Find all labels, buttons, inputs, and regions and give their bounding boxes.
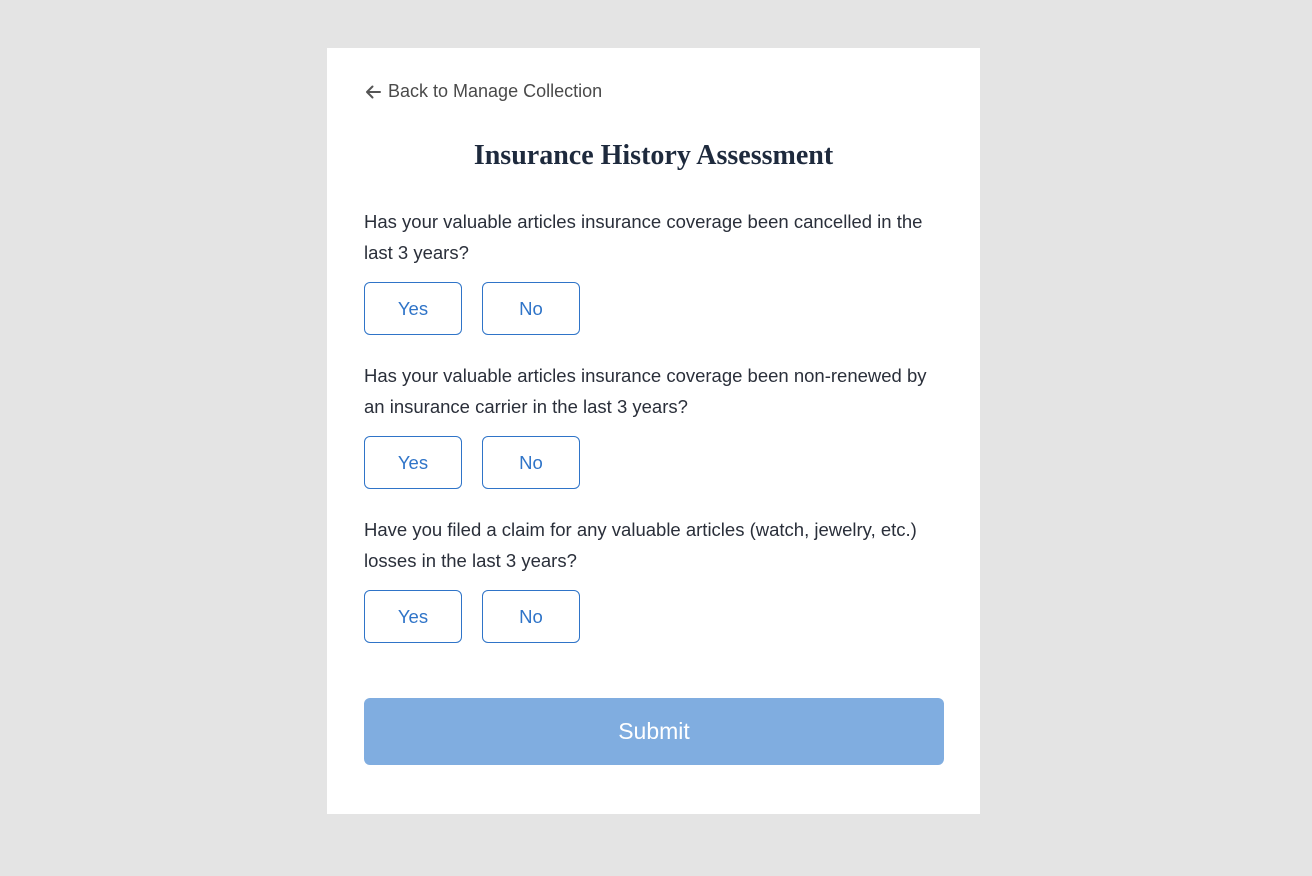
- question-claim-filed: [364, 514, 944, 643]
- assessment-card: [327, 48, 980, 814]
- answer-button-group: [364, 282, 944, 335]
- back-to-manage-collection-link[interactable]: [364, 81, 602, 102]
- question-text: Has your valuable articles insurance coverage been cancelled in the last 3 years?: [364, 211, 923, 263]
- answer-button-group: [364, 590, 944, 643]
- question-text: Has your valuable articles insurance coverage been non-renewed by an insurance carrier in the last 3 years?: [364, 365, 927, 417]
- question-text: Have you filed a claim for any valuable articles (watch, jewelry, etc.) losses in the last 3 years?: [364, 519, 917, 571]
- answer-button-group: [364, 436, 944, 489]
- page-title: Insurance History Assessment: [473, 140, 834, 171]
- yes-button[interactable]: Yes: [364, 436, 462, 489]
- no-button[interactable]: No: [482, 436, 580, 489]
- yes-button[interactable]: Yes: [364, 282, 462, 335]
- no-button[interactable]: No: [482, 590, 580, 643]
- question-non-renewed: [364, 360, 944, 489]
- arrow-left-icon: [364, 83, 382, 101]
- no-button[interactable]: No: [482, 282, 580, 335]
- yes-button[interactable]: Yes: [364, 590, 462, 643]
- submit-button[interactable]: Submit: [364, 698, 944, 765]
- question-cancelled: [364, 206, 944, 335]
- back-link-label: Back to Manage Collection: [388, 81, 603, 101]
